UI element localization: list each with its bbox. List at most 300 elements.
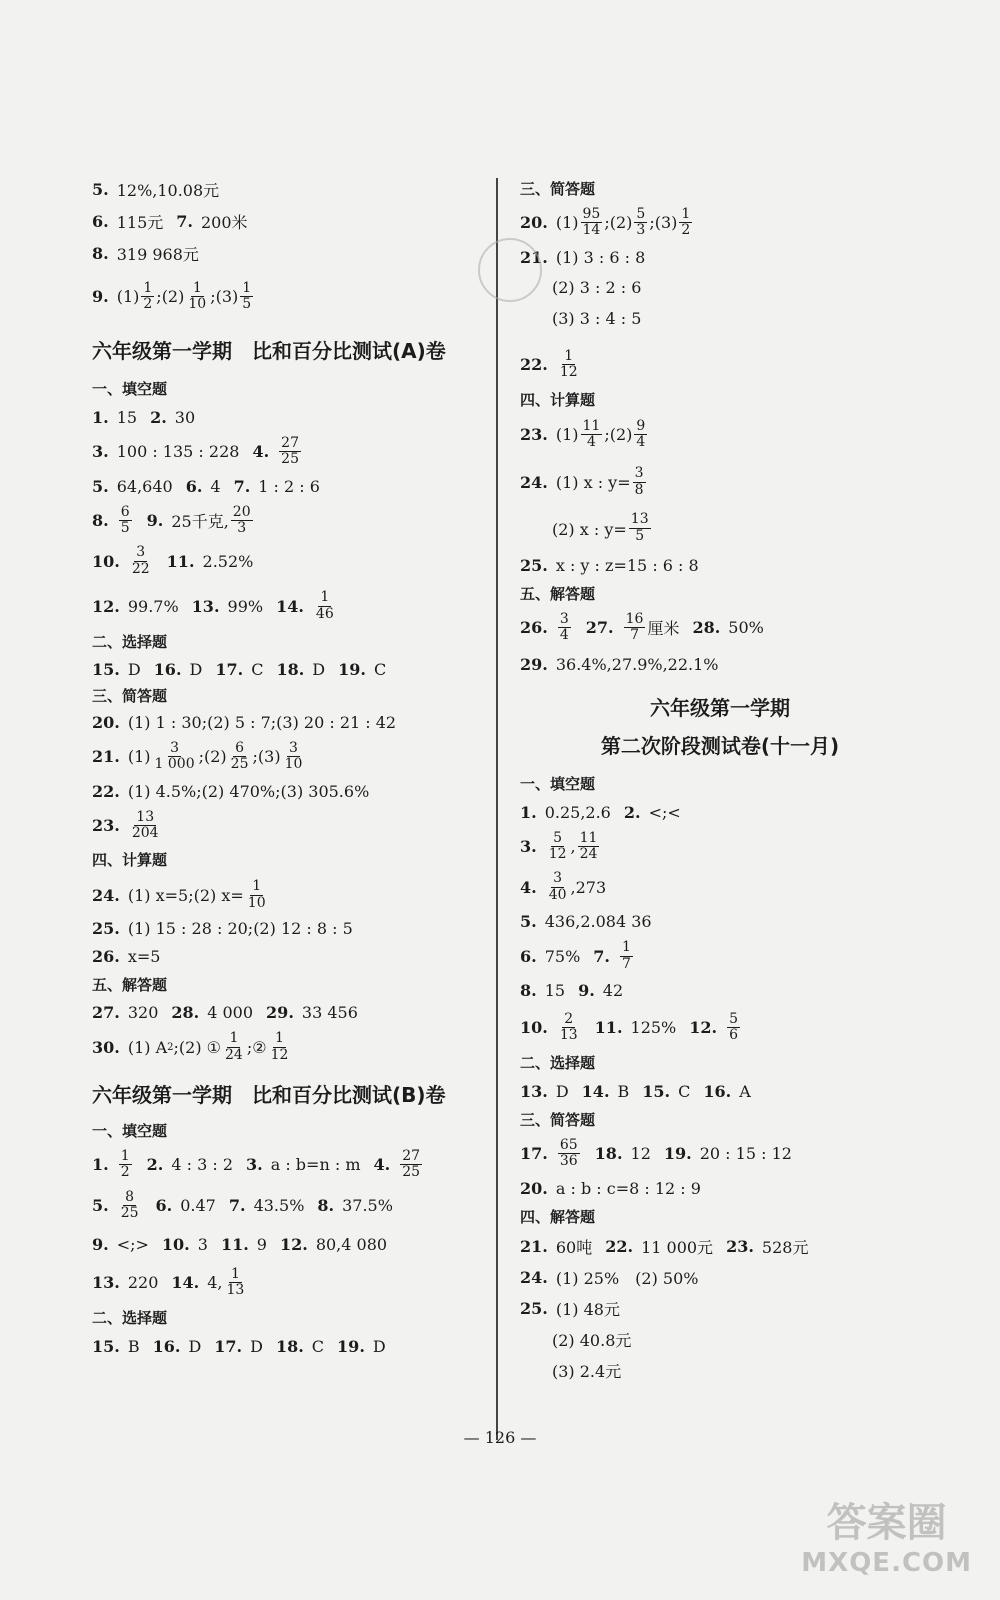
answer-text: 60吨 [555,1237,593,1257]
fraction-numerator: 16 [625,610,644,627]
answer-item [92,477,173,496]
question-number: 14. [171,1272,200,1292]
fraction-numerator: 1 [681,206,691,222]
answer-item [92,1273,158,1292]
answer-text: D [555,1081,569,1101]
fraction [558,1012,580,1044]
section-heading: 一、填空题 [92,379,168,398]
question-number: 14. [276,596,304,616]
answer-text: 436,2.084 36 [544,912,652,932]
question-number: 28. [171,1003,200,1023]
fraction [119,505,132,537]
fraction-numerator: 20 [232,503,251,520]
fraction [633,466,646,498]
answer-item [92,1235,149,1254]
answer-item [92,408,137,427]
answer-item [92,597,179,616]
answer-item [162,1235,208,1254]
question-number: 16. [703,1081,732,1101]
question-number: 27. [585,618,614,638]
fraction-denominator: 4 [559,627,569,644]
answer-text: (1) A [127,1037,168,1057]
answer-line [92,810,482,842]
answer-item [92,1149,134,1181]
section-heading: 二、选择题 [520,1053,596,1072]
fraction-denominator: 4 [636,433,646,450]
answer-item [92,660,141,679]
fraction-numerator: 11 [582,417,601,434]
question-number: 20. [520,1178,548,1198]
answer-line [520,940,920,972]
fraction [558,612,571,644]
question-number: 23. [726,1236,754,1256]
fraction [624,612,646,644]
section-heading: 三、简答题 [92,686,168,705]
fraction-denominator: 3 [237,519,247,536]
answer-item [276,590,338,622]
question-number: 29. [520,654,548,674]
question-number: 21. [520,247,548,267]
answer-text: (1) [127,747,151,767]
answer-text: ;(2) [604,424,633,444]
answer-text: B [617,1081,630,1101]
answer-item [150,408,195,427]
answer-text: 99.7% [127,596,179,616]
answer-text: 528元 [761,1237,809,1257]
answer-item [92,210,163,233]
answer-item [520,871,606,903]
question-number: 7. [233,476,251,496]
fraction [547,831,569,863]
question-number: 9. [92,287,109,307]
fraction-denominator: 25 [281,451,299,468]
fraction [727,1012,740,1044]
question-number: 11. [220,1234,249,1254]
fraction [141,281,154,313]
answer-text: C [311,1337,325,1357]
fraction-numerator: 11 [579,829,598,846]
fraction [225,1267,247,1299]
section-heading: 三、简答题 [520,180,596,198]
question-number: 28. [692,618,721,638]
question-number: 3. [520,837,537,857]
answer-text: 42 [602,981,624,1001]
question-number: 10. [520,1018,548,1038]
answer-item [92,281,255,313]
answer-item [586,612,680,644]
question-number: 8. [317,1196,335,1216]
answer-line [520,275,920,298]
fraction [240,281,253,313]
answer-text: 43.5% [253,1196,305,1216]
answer-item [234,477,320,496]
question-number: 8. [520,981,537,1001]
answer-item [317,1196,393,1215]
section-heading: 二、选择题 [92,1309,168,1328]
answer-text: (1) 48元 [555,1299,620,1319]
answer-item [520,1297,620,1320]
answer-item [520,1328,631,1351]
answer-line [520,1012,920,1044]
section-heading: 五、解答题 [520,584,596,603]
section-heading: 三、简答题 [520,1110,596,1129]
answer-item [229,1196,305,1215]
answer-line [520,1082,920,1101]
fraction [186,281,208,313]
question-number: 7. [176,212,193,231]
question-number: 21. [520,1236,548,1256]
answer-line [92,1235,482,1254]
answer-line [92,741,482,773]
answer-text: 99% [227,596,264,616]
answer-text: C [251,659,264,679]
answer-line [92,178,482,201]
question-number: 12. [92,596,120,616]
answer-line [92,590,482,622]
fraction-denominator: 46 [315,605,334,622]
section-heading: 一、填空题 [92,1122,168,1141]
right-answer-column [520,178,920,1382]
answer-line [92,919,482,938]
fraction-denominator: 22 [131,560,150,577]
answer-text: 50% [728,618,764,638]
answer-item [221,1235,267,1254]
question-number: 7. [228,1196,246,1216]
answer-text: ;(2) ① [173,1037,222,1057]
answer-line [92,242,482,265]
answer-item [192,597,263,616]
answer-line [92,477,482,496]
answer-item [92,1031,292,1063]
fraction-numerator: 8 [125,1188,135,1205]
fraction-denominator: 10 [284,756,303,773]
answer-item [520,831,601,863]
answer-item [214,1337,263,1356]
answer-text: A [739,1081,751,1101]
page-number: — 126 — [463,1428,537,1447]
answer-text: ,273 [570,877,607,897]
answer-line [92,408,482,427]
fraction [558,1138,580,1170]
question-number: 6. [520,946,537,966]
question-number: 10. [92,551,120,571]
question-number: 25. [92,919,120,939]
question-number: 11. [166,551,195,571]
answer-text: B [127,1337,140,1357]
question-number: 2. [146,1155,164,1175]
answer-text: 4, [207,1272,223,1292]
answer-item [176,210,247,233]
answer-text: <;> [116,1234,149,1254]
answer-line [92,947,482,966]
answer-text: a : b : c=8 : 12 : 9 [555,1178,701,1198]
fraction-denominator: 8 [634,481,644,498]
question-number: 16. [153,659,182,679]
subscript: 2 [167,1041,174,1053]
fraction-numerator: 5 [553,829,563,846]
answer-line [520,207,920,239]
answer-line [92,436,482,468]
answer-text: 33 456 [301,1003,358,1023]
question-number: 15. [92,659,120,679]
answer-text: 9 [256,1234,267,1254]
answer-text: 4 : 3 : 2 [171,1155,233,1175]
answer-line [92,1190,482,1222]
fraction [153,741,197,773]
answer-item [92,1337,140,1356]
exam-title: 六年级第一学期 [650,695,790,720]
answer-text: , [570,837,576,857]
answer-item [280,1235,387,1254]
fraction [130,810,161,842]
question-number: 19. [337,1337,365,1357]
question-number: 7. [593,946,610,966]
watermark [801,1491,972,1578]
answer-line [520,1138,920,1170]
answer-line [520,349,920,381]
answer-text: 220 [127,1272,159,1292]
answer-line [520,556,920,575]
answer-text: <;< [648,802,681,822]
answer-item [520,803,611,822]
answer-text: ;(3) [210,287,239,307]
answer-line [92,1003,482,1022]
answer-item [520,981,565,1000]
answer-line [520,1235,920,1258]
answer-line [520,831,920,863]
fraction [231,505,253,537]
fraction-numerator: 6 [120,503,130,520]
fraction [269,1031,291,1063]
fraction-denominator: 3 [636,222,646,239]
answer-item [520,912,652,931]
question-number: 13. [520,1081,548,1101]
question-number: 27. [92,1003,120,1023]
answer-text: 1 : 2 : 6 [258,476,320,496]
answer-text: D [188,1337,202,1357]
fraction [558,349,580,381]
answer-line [92,660,482,679]
answer-line [520,1328,920,1351]
fraction-denominator: 13 [226,1281,245,1298]
answer-line [520,912,920,931]
answer-item [92,242,199,265]
answer-item [520,1012,582,1044]
question-number: 1. [92,407,109,427]
answer-text: (1) x : y= [555,472,631,492]
fraction [119,1190,141,1222]
answer-item [252,436,303,468]
answer-text: 100 : 135 : 228 [116,442,240,462]
answer-item [92,741,306,773]
question-number: 25. [520,555,548,575]
answer-line [520,803,920,822]
answer-text: C [678,1081,691,1101]
answer-text: (1) 4.5%;(2) 470%;(3) 305.6% [127,781,370,801]
fraction [634,419,647,451]
fraction [581,419,603,451]
watermark-url: MXQE.COM [801,1548,972,1578]
answer-item [520,947,580,966]
question-number: 17. [520,1144,548,1164]
answer-item [642,1082,690,1101]
question-number: 11. [594,1018,623,1038]
exam-title: 第二次阶段测试卷(十一月) [600,733,840,758]
fraction-numerator: 3 [634,465,644,482]
fraction [547,871,569,903]
answer-text: 12%,10.08元 [116,181,220,200]
section-heading: 四、计算题 [520,390,596,409]
answer-line [520,248,920,267]
fraction [620,940,633,972]
fraction-numerator: 13 [136,808,155,825]
fraction-denominator: 5 [120,519,130,536]
section-heading: 四、解答题 [520,1207,596,1226]
answer-text: 厘米 [647,619,680,639]
column-divider [496,178,498,1440]
fraction-numerator: 27 [281,434,299,451]
answer-text: D [312,659,326,679]
answer-text: D [372,1337,386,1357]
answer-text: 30 [174,407,196,427]
answer-text: D [189,659,203,679]
answer-item [520,655,719,674]
answer-text: (1) [555,213,579,233]
answer-text: C [373,659,387,679]
question-number: 9. [92,1234,109,1254]
answer-item [520,1179,701,1198]
fraction [229,741,251,773]
left-answer-column [92,178,482,1356]
answer-text: 3 [197,1234,208,1254]
answer-line [92,210,482,233]
answer-line [520,1297,920,1320]
fraction-denominator: 24 [225,1046,243,1063]
answer-text: (3) 2.4元 [520,1361,622,1381]
question-number: 26. [92,947,120,967]
exam-title: 六年级第一学期 比和百分比测试(B)卷 [92,1083,446,1108]
fraction-numerator: 3 [170,739,180,756]
question-number: 13. [191,596,220,616]
answer-text: 125% [630,1018,677,1038]
fraction-denominator: 7 [630,627,639,644]
question-number: 5. [92,180,109,199]
answer-item [520,1138,582,1170]
question-number: 20. [520,213,548,233]
fraction-denominator: 12 [270,1046,289,1063]
fraction [119,1149,132,1181]
fraction-denominator: 14 [582,222,601,239]
fraction-denominator: 25 [120,1205,139,1222]
answer-item [154,660,203,679]
answer-text: (1) 3 : 6 : 8 [555,247,646,267]
question-number: 18. [276,659,305,679]
answer-item [692,618,763,637]
answer-item [605,1235,713,1258]
answer-item [374,1149,425,1181]
answer-item [337,1337,386,1356]
answer-item [147,1155,233,1174]
answer-line [520,1179,920,1198]
watermark-logo: 答案圈 [826,1500,947,1546]
fraction-numerator: 95 [582,206,601,222]
question-number: 18. [275,1337,304,1357]
answer-item [92,1190,143,1222]
answer-text: ;(2) [198,747,227,767]
fraction-denominator: 6 [729,1027,739,1044]
question-number: 5. [520,912,537,932]
fraction-numerator: 3 [559,610,569,627]
question-number: 22. [92,781,120,801]
question-number: 6. [155,1196,173,1216]
answer-text: 320 [127,1003,159,1023]
answer-item [92,879,270,911]
answer-item [703,1082,750,1101]
answer-item [664,1144,792,1163]
answer-text: ;(2) [156,287,185,307]
answer-item [595,1018,677,1037]
fraction-numerator: 9 [636,417,646,434]
answer-line [92,1267,482,1299]
answer-text: 0.47 [180,1196,216,1216]
answer-text: ;(2) [604,213,633,233]
answer-text: (1) 25% (2) 50% [555,1268,699,1288]
answer-line [92,1031,482,1063]
question-number: 20. [92,712,120,732]
answer-line [92,782,482,801]
answer-text: 115元 [116,213,164,232]
answer-line [92,281,482,313]
answer-item [92,178,219,201]
fraction-denominator: 5 [635,527,645,544]
answer-item [595,1144,651,1163]
fraction-numerator: 3 [289,739,298,756]
answer-item [520,466,648,498]
answer-item [266,1003,358,1022]
fraction-denominator: 25 [230,756,249,773]
answer-item [92,713,396,732]
question-number: 4. [373,1155,391,1175]
fraction-numerator: 13 [630,511,649,528]
fraction-denominator: 2 [120,1164,130,1181]
answer-line [520,655,920,674]
fraction [279,436,301,468]
question-number: 5. [92,476,109,496]
answer-line [520,512,920,544]
question-number: 30. [92,1037,120,1057]
answer-text: 36.4%,27.9%,22.1% [555,654,719,674]
fraction-denominator: 10 [188,296,207,313]
fraction-denominator: 12 [548,846,567,863]
answer-text: x : y : z=15 : 6 : 8 [555,555,699,575]
answer-text: 2.52% [202,551,254,571]
question-number: 4. [520,877,537,897]
answer-item [92,442,239,461]
answer-item [167,552,254,571]
answer-text: 200米 [200,213,248,232]
answer-item [92,919,353,938]
answer-item [520,612,573,644]
answer-text: (2) x : y= [520,519,627,539]
fraction-denominator: 1 000 [154,756,195,773]
question-number: 1. [92,1155,109,1175]
fraction-numerator: 1 [564,347,574,364]
fraction-numerator: 1 [242,280,252,296]
answer-text: 4 000 [207,1003,254,1023]
fraction-numerator: 65 [559,1136,578,1153]
answer-text: 20 : 15 : 12 [699,1144,792,1164]
question-number: 1. [520,802,537,822]
